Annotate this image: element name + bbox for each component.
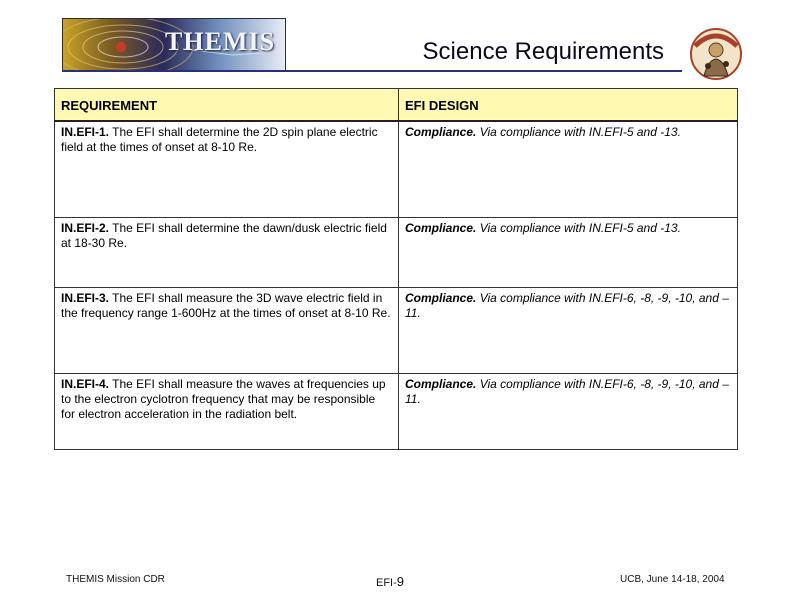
design-text: Via compliance with IN.EFI-5 and -13.	[476, 125, 681, 139]
table-header-row	[55, 89, 738, 122]
mission-badge-icon	[686, 26, 746, 82]
design-cell	[399, 121, 738, 218]
table-row	[55, 218, 738, 288]
compliance-label: Compliance.	[405, 377, 477, 391]
requirement-cell	[55, 121, 399, 218]
design-text: Via compliance with IN.EFI-6, -8, -9, -10, and –11.	[405, 377, 729, 406]
design-cell	[399, 218, 738, 288]
logo-wordmark: THEMIS	[165, 27, 276, 56]
requirement-text: The EFI shall measure the 3D wave electric field in the frequency range 1-600Hz at the times of onset at 8-10 Re.	[61, 291, 391, 320]
themis-logo	[62, 18, 286, 72]
design-column-header: EFI DESIGN	[399, 89, 738, 122]
page-title: Science Requirements	[422, 38, 664, 65]
title-divider	[62, 70, 682, 72]
table-row	[55, 374, 738, 450]
requirement-cell	[55, 374, 399, 450]
compliance-label: Compliance.	[405, 291, 477, 305]
design-cell	[399, 288, 738, 374]
compliance-label: Compliance.	[405, 221, 477, 235]
footer-left: THEMIS Mission CDR	[66, 574, 165, 585]
footer-right: UCB, June 14-18, 2004	[620, 574, 725, 585]
requirement-id: IN.EFI-2.	[61, 221, 110, 235]
design-text: Via compliance with IN.EFI-5 and -13.	[476, 221, 681, 235]
requirement-cell	[55, 288, 399, 374]
requirement-id: IN.EFI-4.	[61, 377, 110, 391]
compliance-label: Compliance.	[405, 125, 477, 139]
requirement-cell	[55, 218, 399, 288]
requirement-text: The EFI shall determine the dawn/dusk electric field at 18-30 Re.	[61, 221, 387, 250]
table-row	[55, 121, 738, 218]
requirement-id: IN.EFI-1.	[61, 125, 110, 139]
footer-page-num: 9	[396, 574, 405, 589]
footer-page-prefix: EFI-	[376, 577, 397, 589]
design-cell	[399, 374, 738, 450]
design-text: Via compliance with IN.EFI-6, -8, -9, -10, and –11.	[405, 291, 729, 320]
requirement-text: The EFI shall determine the 2D spin plane electric field at the times of onset at 8-10 Re.	[61, 125, 378, 154]
requirements-table	[54, 88, 738, 450]
requirement-id: IN.EFI-3.	[61, 291, 110, 305]
requirement-text: The EFI shall measure the waves at frequencies up to the electron cyclotron frequency that may be responsible for electron acceleration in the radiation belt.	[61, 377, 386, 421]
table-row	[55, 288, 738, 374]
requirement-column-header: REQUIREMENT	[55, 89, 399, 122]
footer-page-number	[376, 574, 404, 589]
